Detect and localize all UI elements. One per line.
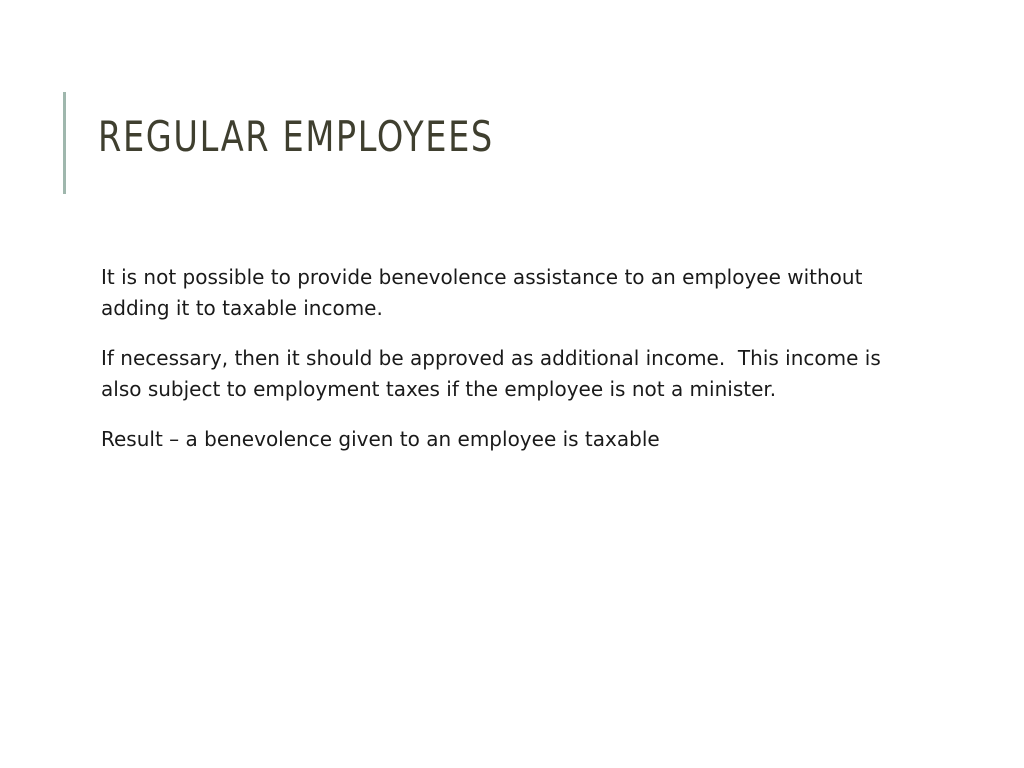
body-paragraph-1: It is not possible to provide benevolence assistance to an employee without adding it to taxable income. <box>101 265 869 320</box>
body-paragraph-2: If necessary, then it should be approved as additional income. This income is also subject to employment taxes if the employee is not a minister. <box>101 346 888 401</box>
slide-title: REGULAR EMPLOYEES <box>98 112 494 161</box>
title-accent-bar <box>63 92 66 194</box>
body-paragraph-3: Result – a benevolence given to an employee is taxable <box>101 427 660 451</box>
slide-body <box>101 262 891 474</box>
